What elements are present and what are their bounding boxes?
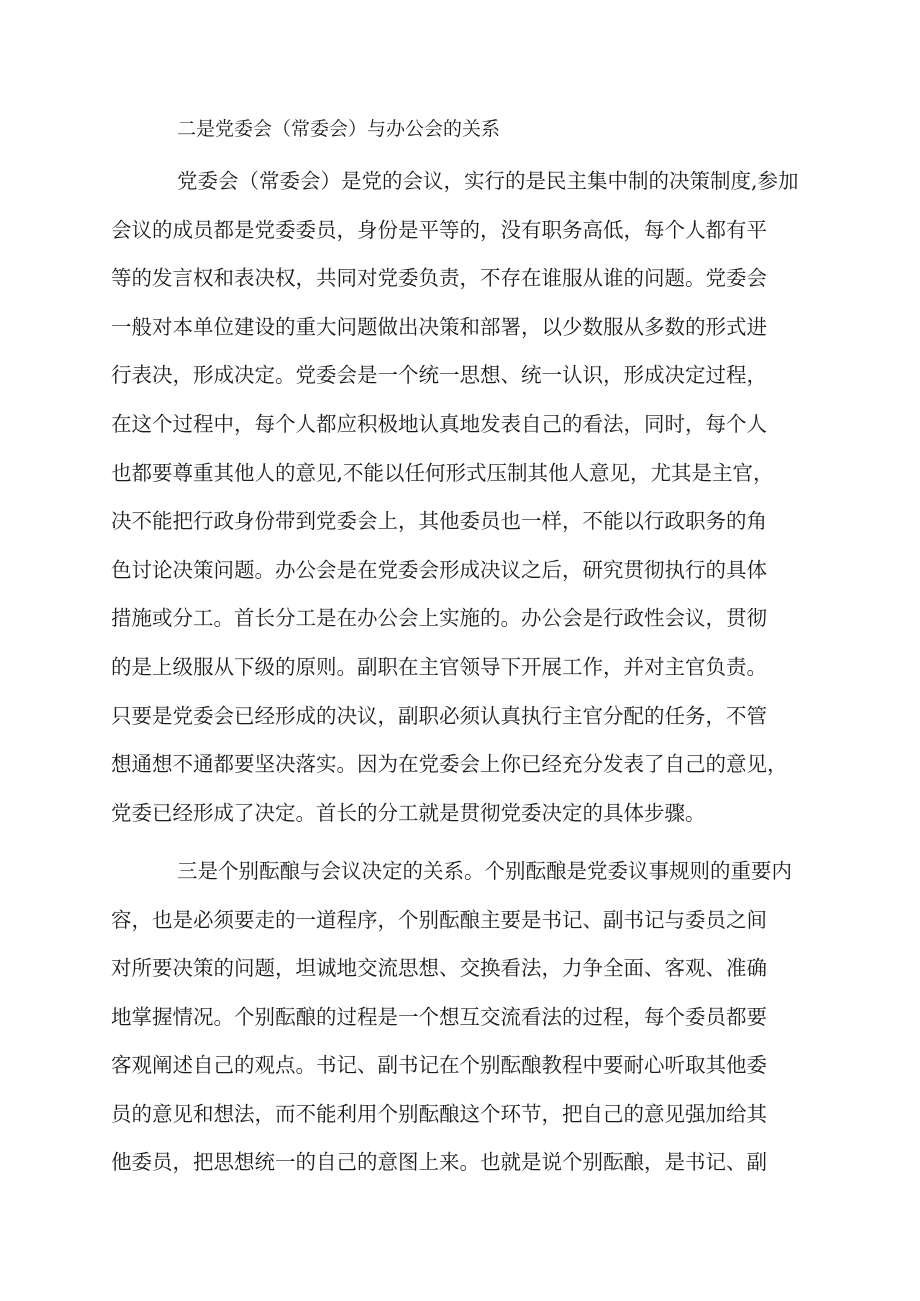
paragraph-line: 地掌握情况。个别酝酿的过程是一个想互交流看法的过程，每个委员都要: [111, 1005, 767, 1029]
paragraph-line: 客观阐述自己的观点。书记、副书记在个别酝酿教程中要耐心听取其他委: [111, 1053, 767, 1077]
paragraph-line: 容，也是必须要走的一道程序，个别酝酿主要是书记、副书记与委员之间: [111, 908, 767, 932]
paragraph-line: 等的发言权和表决权，共同对党委负责，不存在谁服从谁的问题。党委会: [111, 266, 767, 290]
paragraph-line: 一般对本单位建设的重大问题做出决策和部署，以少数服从多数的形式进: [111, 315, 767, 339]
paragraph-line: 只要是党委会已经形成的决议，副职必须认真执行主官分配的任务，不管: [111, 704, 767, 728]
paragraph-line: 党委会（常委会）是党的会议，实行的是民主集中制的决策制度,参加: [177, 169, 799, 193]
paragraph-line: 员的意见和想法，而不能利用个别酝酿这个环节，把自己的意见强加给其: [111, 1102, 767, 1126]
paragraph-line: 色讨论决策问题。办公会是在党委会形成决议之后，研究贯彻执行的具体: [111, 558, 767, 582]
paragraph-line: 他委员，把思想统一的自己的意图上来。也就是说个别酝酿，是书记、副: [111, 1150, 767, 1174]
paragraph-line: 也都要尊重其他人的意见,不能以任何形式压制其他人意见，尤其是主官，: [111, 461, 774, 485]
paragraph-line: 措施或分工。首长分工是在办公会上实施的。办公会是行政性会议，贯彻: [111, 606, 767, 630]
section-heading: 二是党委会（常委会）与办公会的关系: [177, 118, 501, 140]
paragraph-line: 行表决，形成决定。党委会是一个统一思想、统一认识，形成决定过程，: [111, 363, 767, 387]
paragraph-line: 决不能把行政身份带到党委会上，其他委员也一样，不能以行政职务的角: [111, 509, 767, 533]
paragraph-line: 想通想不通都要坚决落实。因为在党委会上你已经充分发表了自己的意见，: [111, 752, 788, 776]
paragraph-line: 三是个别酝酿与会议决定的关系。个别酝酿是党委议事规则的重要内: [177, 859, 792, 883]
paragraph-line: 会议的成员都是党委委员，身份是平等的，没有职务高低，每个人都有平: [111, 218, 767, 242]
paragraph-line: 对所要决策的问题，坦诚地交流思想、交换看法，力争全面、客观、准确: [111, 956, 767, 980]
paragraph-line: 在这个过程中，每个人都应积极地认真地发表自己的看法，同时，每个人: [111, 412, 767, 436]
paragraph-line: 党委已经形成了决定。首长的分工就是贯彻党委决定的具体步骤。: [111, 801, 706, 825]
paragraph-line: 的是上级服从下级的原则。副职在主官领导下开展工作，并对主官负责。: [111, 655, 767, 679]
